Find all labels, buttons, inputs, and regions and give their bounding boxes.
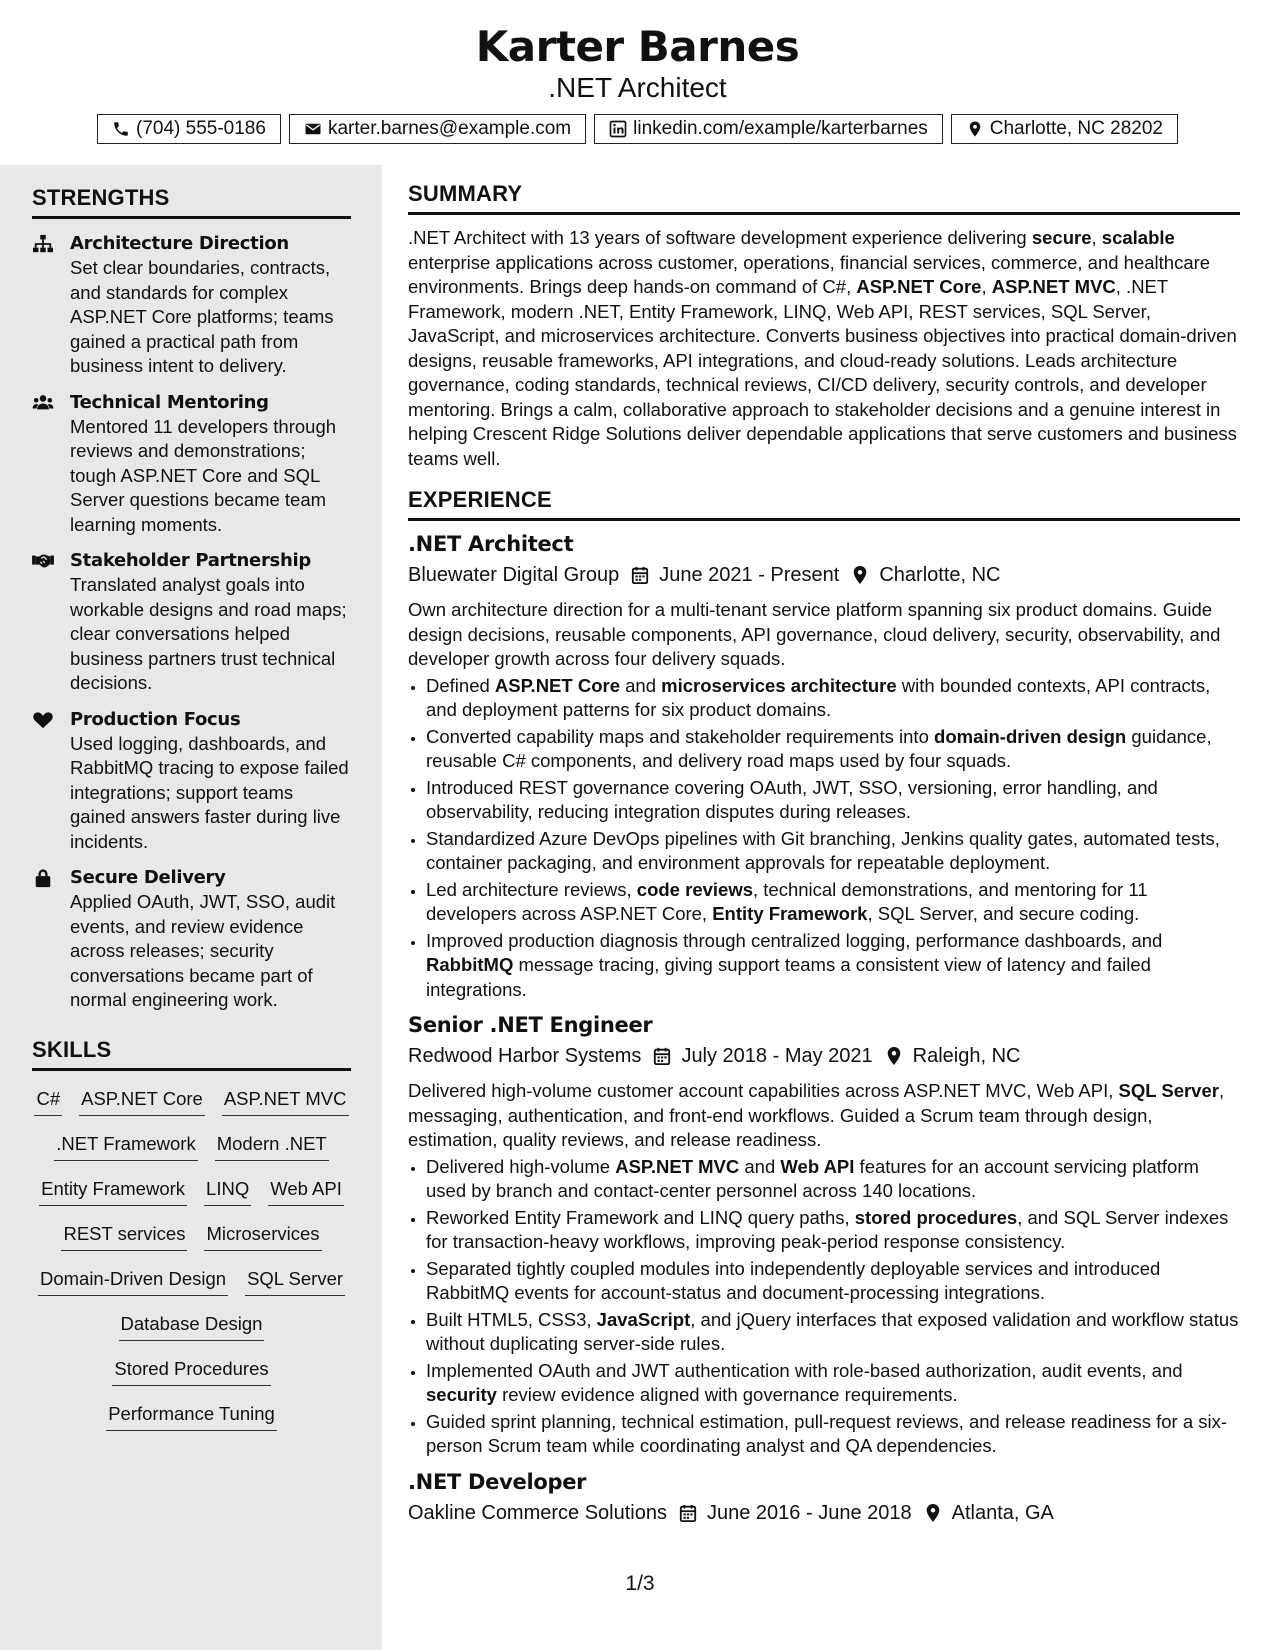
bold-keyword: SQL Server <box>1118 1080 1219 1101</box>
bold-keyword: ASP.NET Core <box>856 276 982 297</box>
contact-bar <box>0 114 1275 144</box>
job-entry <box>408 1010 1240 1459</box>
job-title: Senior .NET Engineer <box>408 1013 653 1037</box>
text-run: , .NET Framework, modern .NET, Entity Framework, LINQ, Web API, REST services, SQL Server, JavaScript, and microservices architecture. Converts business objectives into practical domain-driven designs, reusable frameworks, API integrations, and cloud-ready solutions. Leads architecture governance, coding standards, technical reviews, CI/CD delivery, security controls, and developer mentoring. Brings a calm, collaborative approach to stakeholder decisions and a genuine interest in helping Crescent Ridge Solutions deliver dependable applications that serve customers and business teams well. <box>408 276 1237 469</box>
bold-keyword: secure <box>1031 227 1092 248</box>
lock-icon <box>32 868 54 888</box>
skill-tag: Performance Tuning <box>106 1400 277 1431</box>
skills-heading: SKILLS <box>32 1037 351 1071</box>
text-run: enterprise applications across customer, operations, financial services, commerce, and healthcare environments. Brings deep hands-on command of C#, <box>408 251 1211 297</box>
phone-icon <box>112 120 130 138</box>
skill-tag: Stored Procedures <box>112 1355 270 1386</box>
strength-item <box>32 865 351 1013</box>
skill-tag: ASP.NET Core <box>79 1085 205 1116</box>
job-description <box>408 1079 1240 1153</box>
map-pin-icon <box>885 1046 903 1066</box>
bold-keyword: code reviews <box>636 878 753 900</box>
experience-list <box>408 529 1240 1528</box>
text-run: and <box>620 674 662 696</box>
skill-tag: Microservices <box>204 1220 321 1251</box>
text-run: Defined <box>426 674 495 696</box>
contact-linkedin-text: linkedin.com/example/karterbarnes <box>633 118 928 139</box>
job-description <box>408 598 1240 672</box>
users-icon <box>32 393 54 413</box>
job-dates: July 2018 - May 2021 <box>681 1045 873 1067</box>
bold-keyword: ASP.NET Core <box>494 674 620 696</box>
page-number: 1/3 <box>625 1572 655 1595</box>
handshake-icon <box>32 551 54 571</box>
skill-tag: SQL Server <box>245 1265 345 1296</box>
contact-linkedin[interactable] <box>594 114 943 144</box>
strength-desc: Used logging, dashboards, and RabbitMQ tracing to expose failed integrations; support teams gained answers faster during live incidents. <box>70 732 349 852</box>
text-run: features for an account servicing platform used by branch and contact-center personnel across 140 locations. <box>426 1155 1199 1201</box>
strength-desc: Translated analyst goals into workable designs and road maps; clear conversations helped business partners trust technical decisions. <box>70 574 347 693</box>
text-run: review evidence aligned with governance requirements. <box>496 1384 958 1405</box>
text-run: , technical demonstrations, and mentoring for 11 developers across ASP.NET Core, <box>426 878 1148 924</box>
envelope-icon <box>304 120 322 138</box>
job-location: Charlotte, NC <box>879 564 1001 586</box>
skills-list <box>32 1085 351 1431</box>
text-run: , and SQL Server indexes for transaction-heavy workflows, improving peak-period response consistency. <box>426 1206 1229 1252</box>
achievement-list <box>408 674 1240 1003</box>
skill-tag: Domain-Driven Design <box>38 1265 228 1296</box>
text-run: Built HTML5, CSS3, <box>426 1308 597 1330</box>
text-run: Introduced REST governance covering OAuth, JWT, SSO, versioning, error handling, and observability, reducing integration disputes during releases. <box>426 776 1158 822</box>
summary-heading: SUMMARY <box>408 181 1240 215</box>
text-run: Guided sprint planning, technical estimation, pull-request reviews, and release readiness for a six-person Scrum team while coordinating analyst and QA dependencies. <box>426 1410 1228 1456</box>
job-dates: June 2021 - Present <box>659 564 840 586</box>
job-location: Raleigh, NC <box>912 1045 1021 1067</box>
strength-desc: Applied OAuth, JWT, SSO, audit events, and review evidence across releases; security conversations became part of normal engineering work. <box>70 891 336 1010</box>
achievement-item <box>426 929 1240 1003</box>
resume-header <box>0 0 1275 165</box>
strength-title: Production Focus <box>70 708 241 730</box>
bold-keyword: security <box>426 1384 497 1405</box>
achievement-item <box>426 878 1240 927</box>
skill-tag: .NET Framework <box>54 1130 197 1161</box>
contact-location <box>951 114 1178 144</box>
contact-email-text: karter.barnes@example.com <box>327 118 572 139</box>
map-pin-icon <box>966 120 984 138</box>
sitemap-icon <box>32 234 54 254</box>
text-run: message tracing, giving support teams a consistent view of latency and failed integrations. <box>426 954 1151 1000</box>
job-company: Oakline Commerce Solutions <box>408 1501 667 1524</box>
job-meta <box>408 560 1240 590</box>
bold-keyword: Entity Framework <box>712 903 868 924</box>
text-run: , and jQuery interfaces that exposed validation and workflow status without duplicating server-side rules. <box>426 1308 1239 1354</box>
strength-title: Technical Mentoring <box>70 391 269 413</box>
map-pin-icon <box>924 1503 942 1523</box>
achievement-item <box>426 1359 1240 1408</box>
bold-keyword: RabbitMQ <box>426 954 514 975</box>
achievement-item <box>426 827 1240 876</box>
achievement-item <box>426 725 1240 774</box>
strength-title: Stakeholder Partnership <box>70 550 311 571</box>
calendar-icon <box>653 1046 671 1066</box>
bold-keyword: scalable <box>1101 227 1175 248</box>
text-run: Implemented OAuth and JWT authentication with role-based authorization, audit events, and <box>426 1359 1183 1381</box>
skill-tag: ASP.NET MVC <box>222 1085 349 1116</box>
skill-tag: REST services <box>61 1220 187 1251</box>
achievement-item <box>426 1155 1240 1204</box>
text-run: Separated tightly coupled modules into independently deployable services and introduced RabbitMQ events for account-status and document-processing integrations. <box>426 1257 1161 1303</box>
text-run: , messaging, authentication, and front-end workflows. Guided a Scrum team through design, estimation, quality reviews, and release readiness. <box>408 1080 1225 1150</box>
candidate-name: Karter Barnes <box>475 22 800 71</box>
skill-tag: LINQ <box>204 1175 251 1206</box>
strength-item <box>32 231 351 379</box>
job-dates: June 2016 - June 2018 <box>707 1501 912 1524</box>
summary-text <box>408 226 1240 471</box>
job-title: .NET Developer <box>408 1469 587 1494</box>
achievement-item <box>426 1308 1240 1357</box>
skill-tag: Entity Framework <box>39 1175 187 1206</box>
achievement-item <box>426 1257 1240 1306</box>
strengths-list <box>32 231 351 1013</box>
job-entry <box>408 529 1240 1002</box>
bold-keyword: stored procedures <box>854 1206 1018 1228</box>
job-entry <box>408 1467 1240 1528</box>
bold-keyword: ASP.NET MVC <box>991 276 1116 297</box>
contact-location-text: Charlotte, NC 28202 <box>989 118 1163 139</box>
job-location: Atlanta, GA <box>951 1501 1054 1524</box>
skill-tag: Modern .NET <box>215 1130 329 1161</box>
job-meta <box>408 1498 1240 1528</box>
text-run: Reworked Entity Framework and LINQ query paths, <box>426 1206 855 1228</box>
text-run: Own architecture direction for a multi-tenant service platform spanning six product domains. Guide design decisions, reusable components, API governance, cloud delivery, security, observability, and developer growth across four delivery squads. <box>408 599 1221 669</box>
strength-title: Secure Delivery <box>70 867 226 888</box>
strength-item <box>32 707 351 855</box>
contact-email[interactable] <box>289 114 586 144</box>
contact-phone-text: (704) 555-0186 <box>136 118 266 139</box>
strengths-heading: STRENGTHS <box>32 185 351 219</box>
job-company: Bluewater Digital Group <box>408 564 620 586</box>
text-run: , <box>981 276 992 297</box>
contact-phone[interactable] <box>97 114 281 144</box>
strength-title: Architecture Direction <box>70 233 289 254</box>
text-run: Delivered high-volume <box>426 1155 616 1177</box>
text-run: Led architecture reviews, <box>426 878 637 900</box>
calendar-icon <box>679 1503 697 1523</box>
candidate-role: .NET Architect <box>548 72 727 103</box>
skill-tag: Database Design <box>119 1310 265 1341</box>
skill-tag: C# <box>34 1085 62 1116</box>
strength-desc: Set clear boundaries, contracts, and standards for complex ASP.NET Core platforms; teams gained a practical path from business intent to delivery. <box>70 257 334 376</box>
achievement-item <box>426 776 1240 825</box>
text-run: guidance, reusable C# components, and delivery road maps used by four squads. <box>426 725 1212 771</box>
text-run: Standardized Azure DevOps pipelines with Git branching, Jenkins quality gates, automated tests, container packaging, and environment approvals for repeatable deployment. <box>426 827 1220 873</box>
strength-item <box>32 390 351 538</box>
main-column <box>408 181 1240 1528</box>
text-run: with bounded contexts, API contracts, and deployment patterns for six product domains. <box>426 674 1211 720</box>
strength-desc: Mentored 11 developers through reviews and demonstrations; tough ASP.NET Core and SQL Server questions became team learning moments. <box>70 415 337 535</box>
text-run: .NET Architect with 13 years of software development experience delivering <box>408 227 1032 248</box>
bold-keyword: Web API <box>780 1155 855 1177</box>
achievement-item <box>426 1206 1240 1255</box>
text-run: Delivered high-volume customer account capabilities across ASP.NET MVC, Web API, <box>408 1080 1119 1101</box>
text-run: , SQL Server, and secure coding. <box>867 903 1140 924</box>
text-run: and <box>739 1155 781 1177</box>
achievement-item <box>426 1410 1240 1459</box>
achievement-item <box>426 674 1240 723</box>
calendar-icon <box>631 565 649 585</box>
achievement-list <box>408 1155 1240 1459</box>
heart-icon <box>32 710 54 730</box>
bold-keyword: ASP.NET MVC <box>615 1155 740 1177</box>
sidebar <box>0 165 382 1650</box>
skill-tag: Web API <box>268 1175 344 1206</box>
experience-heading: EXPERIENCE <box>408 487 1240 521</box>
text-run: Converted capability maps and stakeholder requirements into <box>426 725 935 747</box>
job-company: Redwood Harbor Systems <box>408 1045 642 1067</box>
bold-keyword: JavaScript <box>596 1308 691 1330</box>
strength-item <box>32 548 351 696</box>
bold-keyword: domain-driven design <box>934 725 1127 747</box>
text-run: Improved production diagnosis through centralized logging, performance dashboards, and <box>426 929 1163 951</box>
bold-keyword: microservices architecture <box>661 674 897 696</box>
text-run: , <box>1091 227 1102 248</box>
map-pin-icon <box>851 565 869 585</box>
job-title: .NET Architect <box>408 532 574 556</box>
linkedin-icon <box>609 120 627 138</box>
job-meta <box>408 1041 1240 1071</box>
